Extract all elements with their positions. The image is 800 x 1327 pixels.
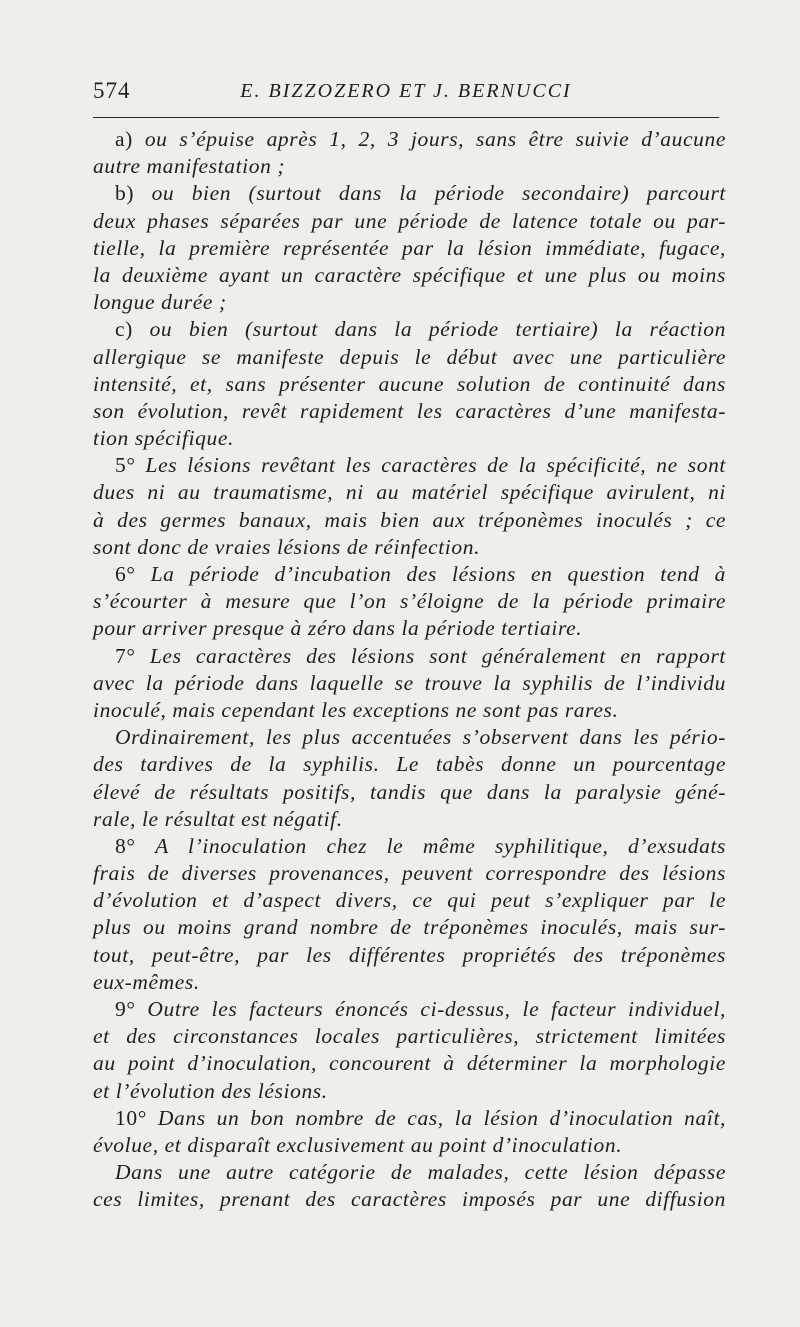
text-line <box>93 371 726 398</box>
line-text: Les caractères des lésions sont généralement en rapport <box>149 643 726 668</box>
line-text: Les lésions revêtant les caractères de la spécificité, ne sont <box>145 453 726 478</box>
text-line <box>93 398 726 425</box>
text-line <box>93 588 726 615</box>
text-line <box>93 833 726 860</box>
line-text: ou bien (surtout dans la période secondaire) parcourt <box>151 181 726 206</box>
line-text: élevé de résultats positifs, tandis que dans la paralysie géné- <box>93 779 726 804</box>
line-text: la deuxième ayant un caractère spécifique et une plus ou moins <box>93 262 726 287</box>
text-line <box>93 1105 726 1132</box>
text-line <box>93 1050 726 1077</box>
line-text: sont donc de vraies lésions de réinfection. <box>93 534 481 559</box>
text-line <box>93 289 726 316</box>
line-text: tout, peut-être, par les différentes propriétés des tréponèmes <box>93 942 726 967</box>
line-text: Ordinairement, les plus accentuées s’observent dans les pério- <box>115 725 726 750</box>
item-marker: c) <box>115 317 150 342</box>
text-line <box>93 561 726 588</box>
item-marker: a) <box>115 127 145 151</box>
text-line <box>93 887 726 914</box>
line-text: pour arriver presque à zéro dans la période tertiaire. <box>93 616 583 641</box>
text-line <box>93 1186 726 1213</box>
line-text: ces limites, prenant des caractères imposés par une diffusion <box>93 1187 726 1212</box>
text-line <box>93 779 726 806</box>
line-text: frais de diverses provenances, peuvent correspondre des lésions <box>93 861 726 886</box>
line-text: évolue, et disparaît exclusivement au point d’inoculation. <box>93 1132 623 1157</box>
item-marker: 10° <box>115 1105 158 1130</box>
line-text: son évolution, revêt rapidement les caractères d’une manifesta- <box>93 398 726 423</box>
line-text: allergique se manifeste depuis le début avec une particulière <box>93 344 726 369</box>
line-text: La période d’incubation des lésions en question tend à <box>150 562 726 586</box>
text-line <box>93 615 726 642</box>
text-line <box>93 479 726 506</box>
line-text: Dans une autre catégorie de malades, cette lésion dépasse <box>115 1160 726 1185</box>
line-text: intensité, et, sans présenter aucune solution de continuité dans <box>93 371 726 396</box>
text-line <box>93 1132 726 1159</box>
page-header <box>93 78 719 108</box>
line-text: ou s’épuise après 1, 2, 3 jours, sans être suivie d’aucune <box>144 127 726 151</box>
item-marker: 8° <box>115 833 156 858</box>
text-line <box>93 316 726 343</box>
text-line <box>93 262 726 289</box>
text-line <box>93 1023 726 1050</box>
line-text: dues ni au traumatisme, ni au matériel spécifique avirulent, ni <box>93 480 726 505</box>
header-rule <box>93 117 719 118</box>
line-text: eux-mêmes. <box>93 969 200 994</box>
line-text: rale, le résultat est négatif. <box>93 806 343 831</box>
line-text: au point d’inoculation, concourent à déterminer la morphologie <box>93 1051 726 1076</box>
line-text: A l’inoculation chez le même syphilitique, d’exsudats <box>155 833 726 858</box>
line-text: plus ou moins grand nombre de tréponèmes inoculés, mais sur- <box>93 915 726 940</box>
text-line <box>93 942 726 969</box>
text-line <box>93 1078 726 1105</box>
text-line <box>93 208 726 235</box>
line-text: s’écourter à mesure que l’on s’éloigne de la période primaire <box>93 589 726 614</box>
line-text: tion spécifique. <box>93 426 234 451</box>
text-line <box>93 452 726 479</box>
line-text: à des germes banaux, mais bien aux tréponèmes inoculés ; ce <box>93 507 726 532</box>
text-line <box>93 1159 726 1186</box>
text-line <box>93 534 726 561</box>
line-text: tielle, la première représentée par la lésion immédiate, fugace, <box>93 235 726 260</box>
item-marker: 7° <box>115 643 150 668</box>
line-text: et des circonstances locales particulières, strictement limitées <box>93 1024 726 1049</box>
line-text: Outre les facteurs énoncés ci-dessus, le facteur individuel, <box>147 997 726 1021</box>
item-marker: b) <box>115 181 152 206</box>
text-line <box>93 697 726 724</box>
text-line <box>93 153 726 180</box>
line-text: longue durée ; <box>93 290 227 315</box>
item-marker: 6° <box>115 562 151 586</box>
line-text: et l’évolution des lésions. <box>93 1078 328 1103</box>
line-text: ou bien (surtout dans la période tertiaire) la réaction <box>149 317 726 342</box>
text-line <box>93 969 726 996</box>
text-line <box>93 425 726 452</box>
running-head: E. BIZZOZERO ET J. BERNUCCI <box>240 80 572 102</box>
line-text: autre manifestation ; <box>93 154 286 179</box>
text-line <box>93 344 726 371</box>
line-text: des tardives de la syphilis. Le tabès donne un pourcentage <box>93 752 726 777</box>
line-text: d’évolution et d’aspect divers, ce qui peut s’expliquer par le <box>93 888 726 913</box>
item-marker: 5° <box>115 453 146 478</box>
text-line <box>93 860 726 887</box>
text-line <box>93 126 726 153</box>
page-number: 574 <box>93 78 131 103</box>
text-line <box>93 914 726 941</box>
text-line <box>93 806 726 833</box>
line-text: Dans un bon nombre de cas, la lésion d’inoculation naît, <box>157 1105 727 1130</box>
line-text: deux phases séparées par une période de latence totale ou par- <box>93 208 726 233</box>
text-line <box>93 507 726 534</box>
text-line <box>93 724 726 751</box>
text-line <box>93 670 726 697</box>
text-line <box>93 996 726 1023</box>
body-text <box>93 126 726 1214</box>
item-marker: 9° <box>115 997 148 1021</box>
line-text: avec la période dans laquelle se trouve la syphilis de l’individu <box>93 670 726 695</box>
text-line <box>93 235 726 262</box>
text-line <box>93 180 726 207</box>
text-line <box>93 751 726 778</box>
text-line <box>93 643 726 670</box>
line-text: inoculé, mais cependant les exceptions ne sont pas rares. <box>93 697 619 722</box>
